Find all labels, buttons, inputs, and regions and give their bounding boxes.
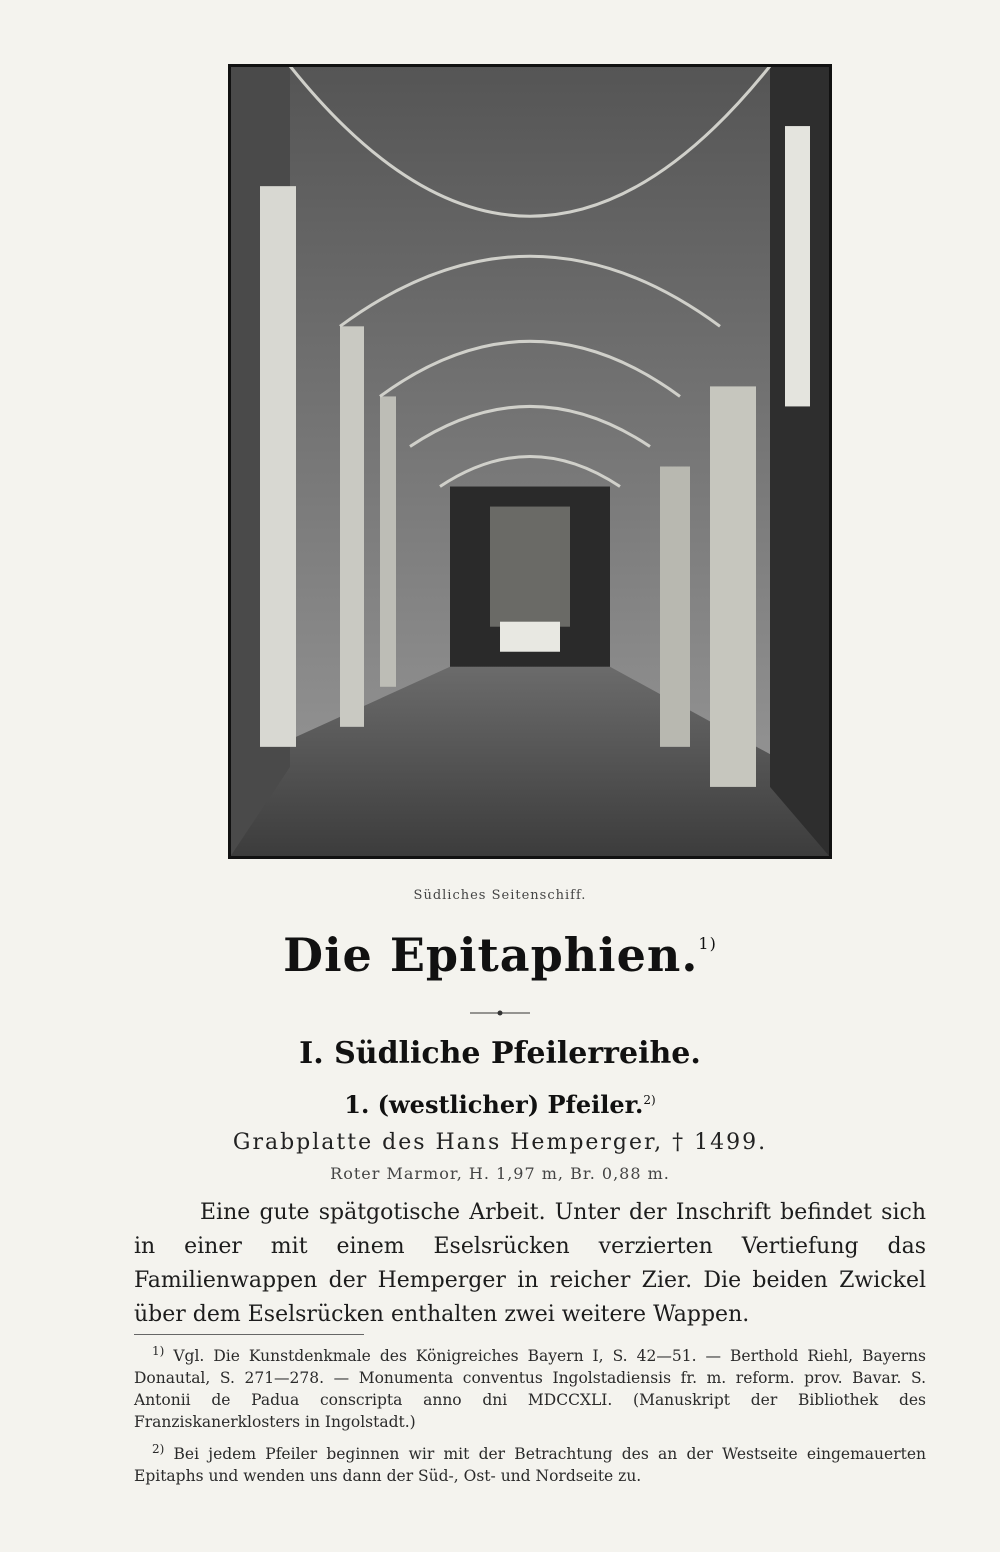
church-nave-photo: [228, 64, 832, 859]
section-heading: I. Südliche Pfeilerreihe.: [299, 1036, 701, 1071]
photo-caption: Südliches Seitenschiff.: [413, 888, 587, 903]
footnote-2-mark: 2): [152, 1442, 165, 1456]
body-paragraph: Eine gute spätgotische Arbeit. Unter der Inschrift befindet sich in einer mit einem Eselsrücken verzierten Vertiefung das Familienwappen der Hemperger in reicher Zier. Die beiden Zwickel über dem Eselsrücken enthalten zwei weitere Wappen.: [134, 1200, 926, 1327]
page-title: [0, 928, 1000, 982]
nave-illustration: [230, 66, 830, 857]
footnote-ref-2: 2): [643, 1093, 656, 1107]
subsection-heading-text: 1. (westlicher) Pfeiler.: [344, 1090, 644, 1119]
plate-title: Grabplatte des Hans Hemperger, † 1499.: [232, 1130, 768, 1155]
footnote-1: [134, 1340, 926, 1433]
page-title-text: Die Epitaphien.: [283, 928, 699, 982]
divider-ornament: [470, 1008, 530, 1018]
footnote-2-text: Bei jedem Pfeiler beginnen wir mit der Betrachtung des an der Westseite eingemauerten Epitaphs und wenden uns dann der Süd-, Ost- und Nordseite zu.: [134, 1445, 926, 1486]
subsection-heading: [0, 1090, 1000, 1119]
material-line: Roter Marmor, H. 1,97 m, Br. 0,88 m.: [330, 1164, 670, 1183]
footnote-1-mark: 1): [152, 1344, 165, 1358]
footnote-2: [134, 1438, 926, 1487]
footnote-ref-1: 1): [698, 934, 717, 953]
footnote-rule: [134, 1334, 364, 1335]
footnote-1-text: Vgl. Die Kunstdenkmale des Königreiches Bayern I, S. 42—51. — Berthold Riehl, Bayerns Donautal, S. 271—278. — Monumenta conventus Ingolstadiensis fr. m. reform. prov. Bavar. S. Antonii de Padua conscripta anno dni MDCCXLI. (Manuskript der Bibliothek des Franziskanerklosters in Ingolstadt.): [134, 1347, 926, 1432]
